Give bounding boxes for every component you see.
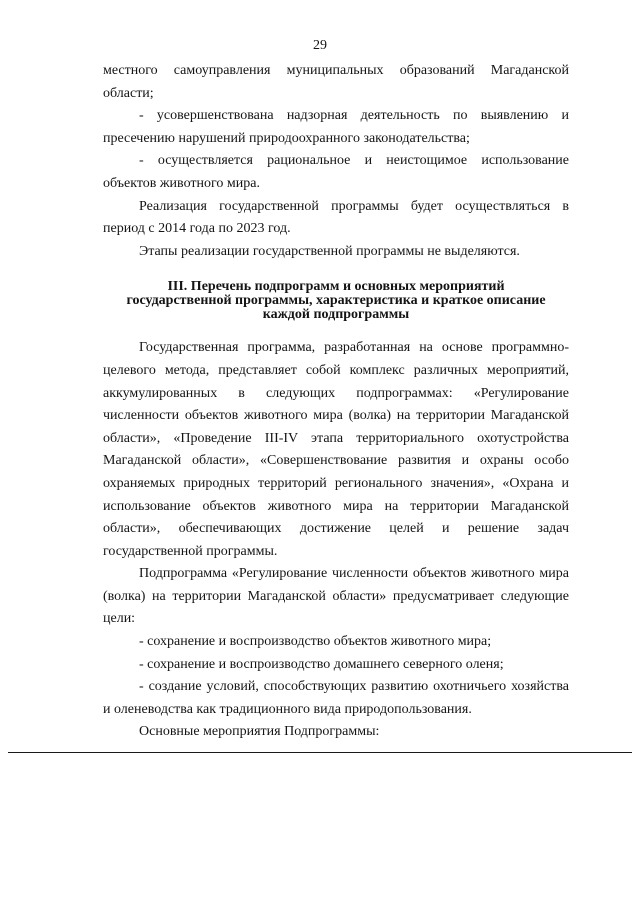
paragraph-subprogram-goals: Подпрограмма «Регулирование численности объектов животного мира (волка) на территории Магаданской области» предусматривает следующие цели: [103, 566, 569, 627]
section-heading [103, 280, 569, 322]
section-heading-line: государственной программы, характеристика и краткое описание [126, 293, 546, 309]
list-item-rational-use: - осуществляется рациональное и неистощимое использование объектов животного мира. [103, 153, 569, 191]
section-heading-line: каждой подпрограммы [262, 307, 410, 323]
paragraph-main-activities: Основные мероприятия Подпрограммы: [139, 724, 380, 740]
list-item-supervision: - усовершенствована надзорная деятельность по выявлению и пресечению нарушений природоохранного законодательства; [103, 108, 569, 146]
document-body [103, 60, 569, 744]
paragraph-program-overview: Государственная программа, разработанная на основе программно-целевого метода, представляет собой комплекс различных мероприятий, аккумулированных в следующих подпрограммах: «Регулирование численности объектов животного мира (волка) на территории Магаданской области», «Проведение III-IV этапа территориального охотустройства Магаданской области», «Совершенствование развития и охраны особо охраняемых природных территорий регионального значения», «Охрана и использование объектов животного мира на территории Магаданской области», обеспечивающих достижение целей и решение задач государственной программы. [103, 340, 569, 559]
paragraph-continuation: местного самоуправления муниципальных образований Магаданской области; [103, 63, 569, 101]
page-number: 29 [313, 38, 327, 53]
page-bottom-rule [8, 752, 632, 753]
section-heading-line: III. Перечень подпрограмм и основных мероприятий [167, 279, 505, 295]
paragraph-implementation-period: Реализация государственной программы будет осуществляться в период с 2014 года по 2023 год. [103, 198, 569, 237]
paragraph-stages: Этапы реализации государственной программы не выделяются. [139, 243, 520, 259]
list-item-goal: - создание условий, способствующих развитию охотничьего хозяйства и оленеводства как традиционного вида природопользования. [103, 679, 569, 717]
list-item-goal: - сохранение и воспроизводство объектов животного мира; [139, 634, 492, 650]
list-item-goal: - сохранение и воспроизводство домашнего северного оленя; [139, 656, 504, 672]
